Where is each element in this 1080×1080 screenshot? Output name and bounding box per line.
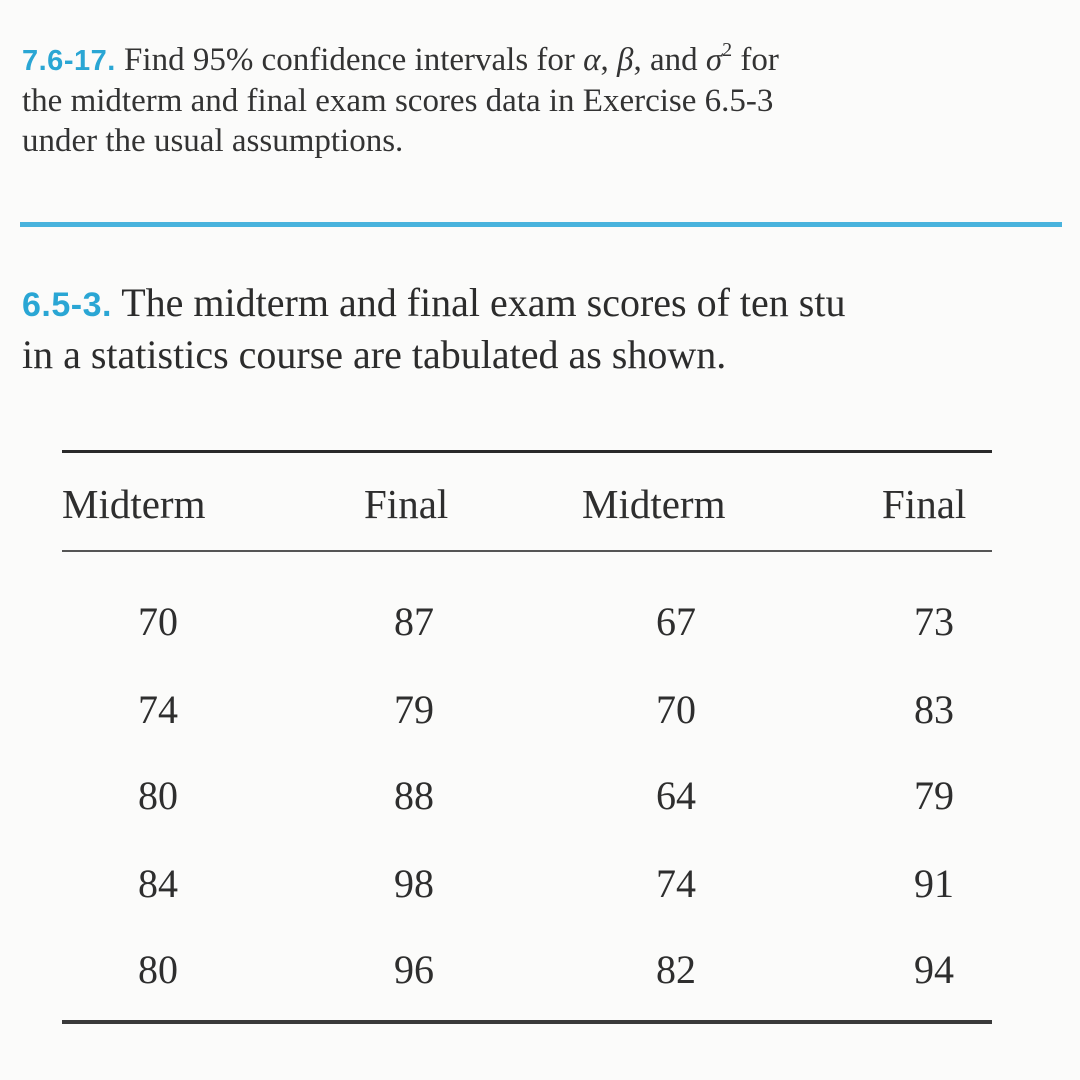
exercise-7-6-17-line-3: under the usual assumptions. <box>22 123 404 159</box>
table-cell: 74 <box>138 687 178 732</box>
sigma-exponent: 2 <box>722 39 733 61</box>
alpha-symbol: α <box>583 42 601 78</box>
table-cell: 82 <box>656 947 696 992</box>
for-text: for <box>740 42 779 78</box>
exercise-number: 6.5-3. <box>22 286 112 324</box>
table-cell: 88 <box>394 773 434 818</box>
table-cell: 80 <box>138 947 178 992</box>
and-text: , and <box>633 42 698 78</box>
table-cell: 64 <box>656 773 696 818</box>
table-cell: 74 <box>656 861 696 906</box>
table-cell: 87 <box>394 599 434 644</box>
exercise-6-5-3-line-2: in a statistics course are tabulated as shown. <box>22 332 727 377</box>
table-header-rule <box>62 550 992 552</box>
exercise-7-6-17-line-1 <box>22 40 1062 81</box>
table-cell: 96 <box>394 947 434 992</box>
table-cell: 94 <box>914 947 954 992</box>
exercise-7-6-17-line-2: the midterm and final exam scores data in Exercise 6.5-3 <box>22 83 774 119</box>
exercise-6-5-3 <box>22 278 1080 380</box>
table-cell: 70 <box>656 687 696 732</box>
comma: , <box>600 42 609 78</box>
table-header-midterm-1: Midterm <box>62 481 206 527</box>
table-cell: 83 <box>914 687 954 732</box>
sigma-symbol: σ <box>705 42 723 78</box>
table-cell: 67 <box>656 599 696 644</box>
table-cell: 91 <box>914 861 954 906</box>
table-bottom-rule <box>62 1020 992 1024</box>
exercise-6-5-3-line-1 <box>22 278 1080 330</box>
table-top-rule <box>62 450 992 453</box>
exercise-text: The midterm and final exam scores of ten stu <box>121 280 846 325</box>
table-cell: 84 <box>138 861 178 906</box>
table-header-final-1: Final <box>364 481 449 527</box>
table-cell: 79 <box>394 687 434 732</box>
beta-symbol: β <box>617 42 634 78</box>
table-cell: 80 <box>138 773 178 818</box>
section-divider <box>20 222 1062 227</box>
table-cell: 79 <box>914 773 954 818</box>
table-header-final-2: Final <box>882 481 967 527</box>
exercise-number: 7.6-17. <box>22 45 116 77</box>
exercise-7-6-17 <box>22 40 1062 161</box>
table-header-midterm-2: Midterm <box>582 481 726 527</box>
table-cell: 98 <box>394 861 434 906</box>
table-cell: 73 <box>914 599 954 644</box>
table-cell: 70 <box>138 599 178 644</box>
exercise-text: Find 95% confidence intervals for <box>124 42 575 78</box>
